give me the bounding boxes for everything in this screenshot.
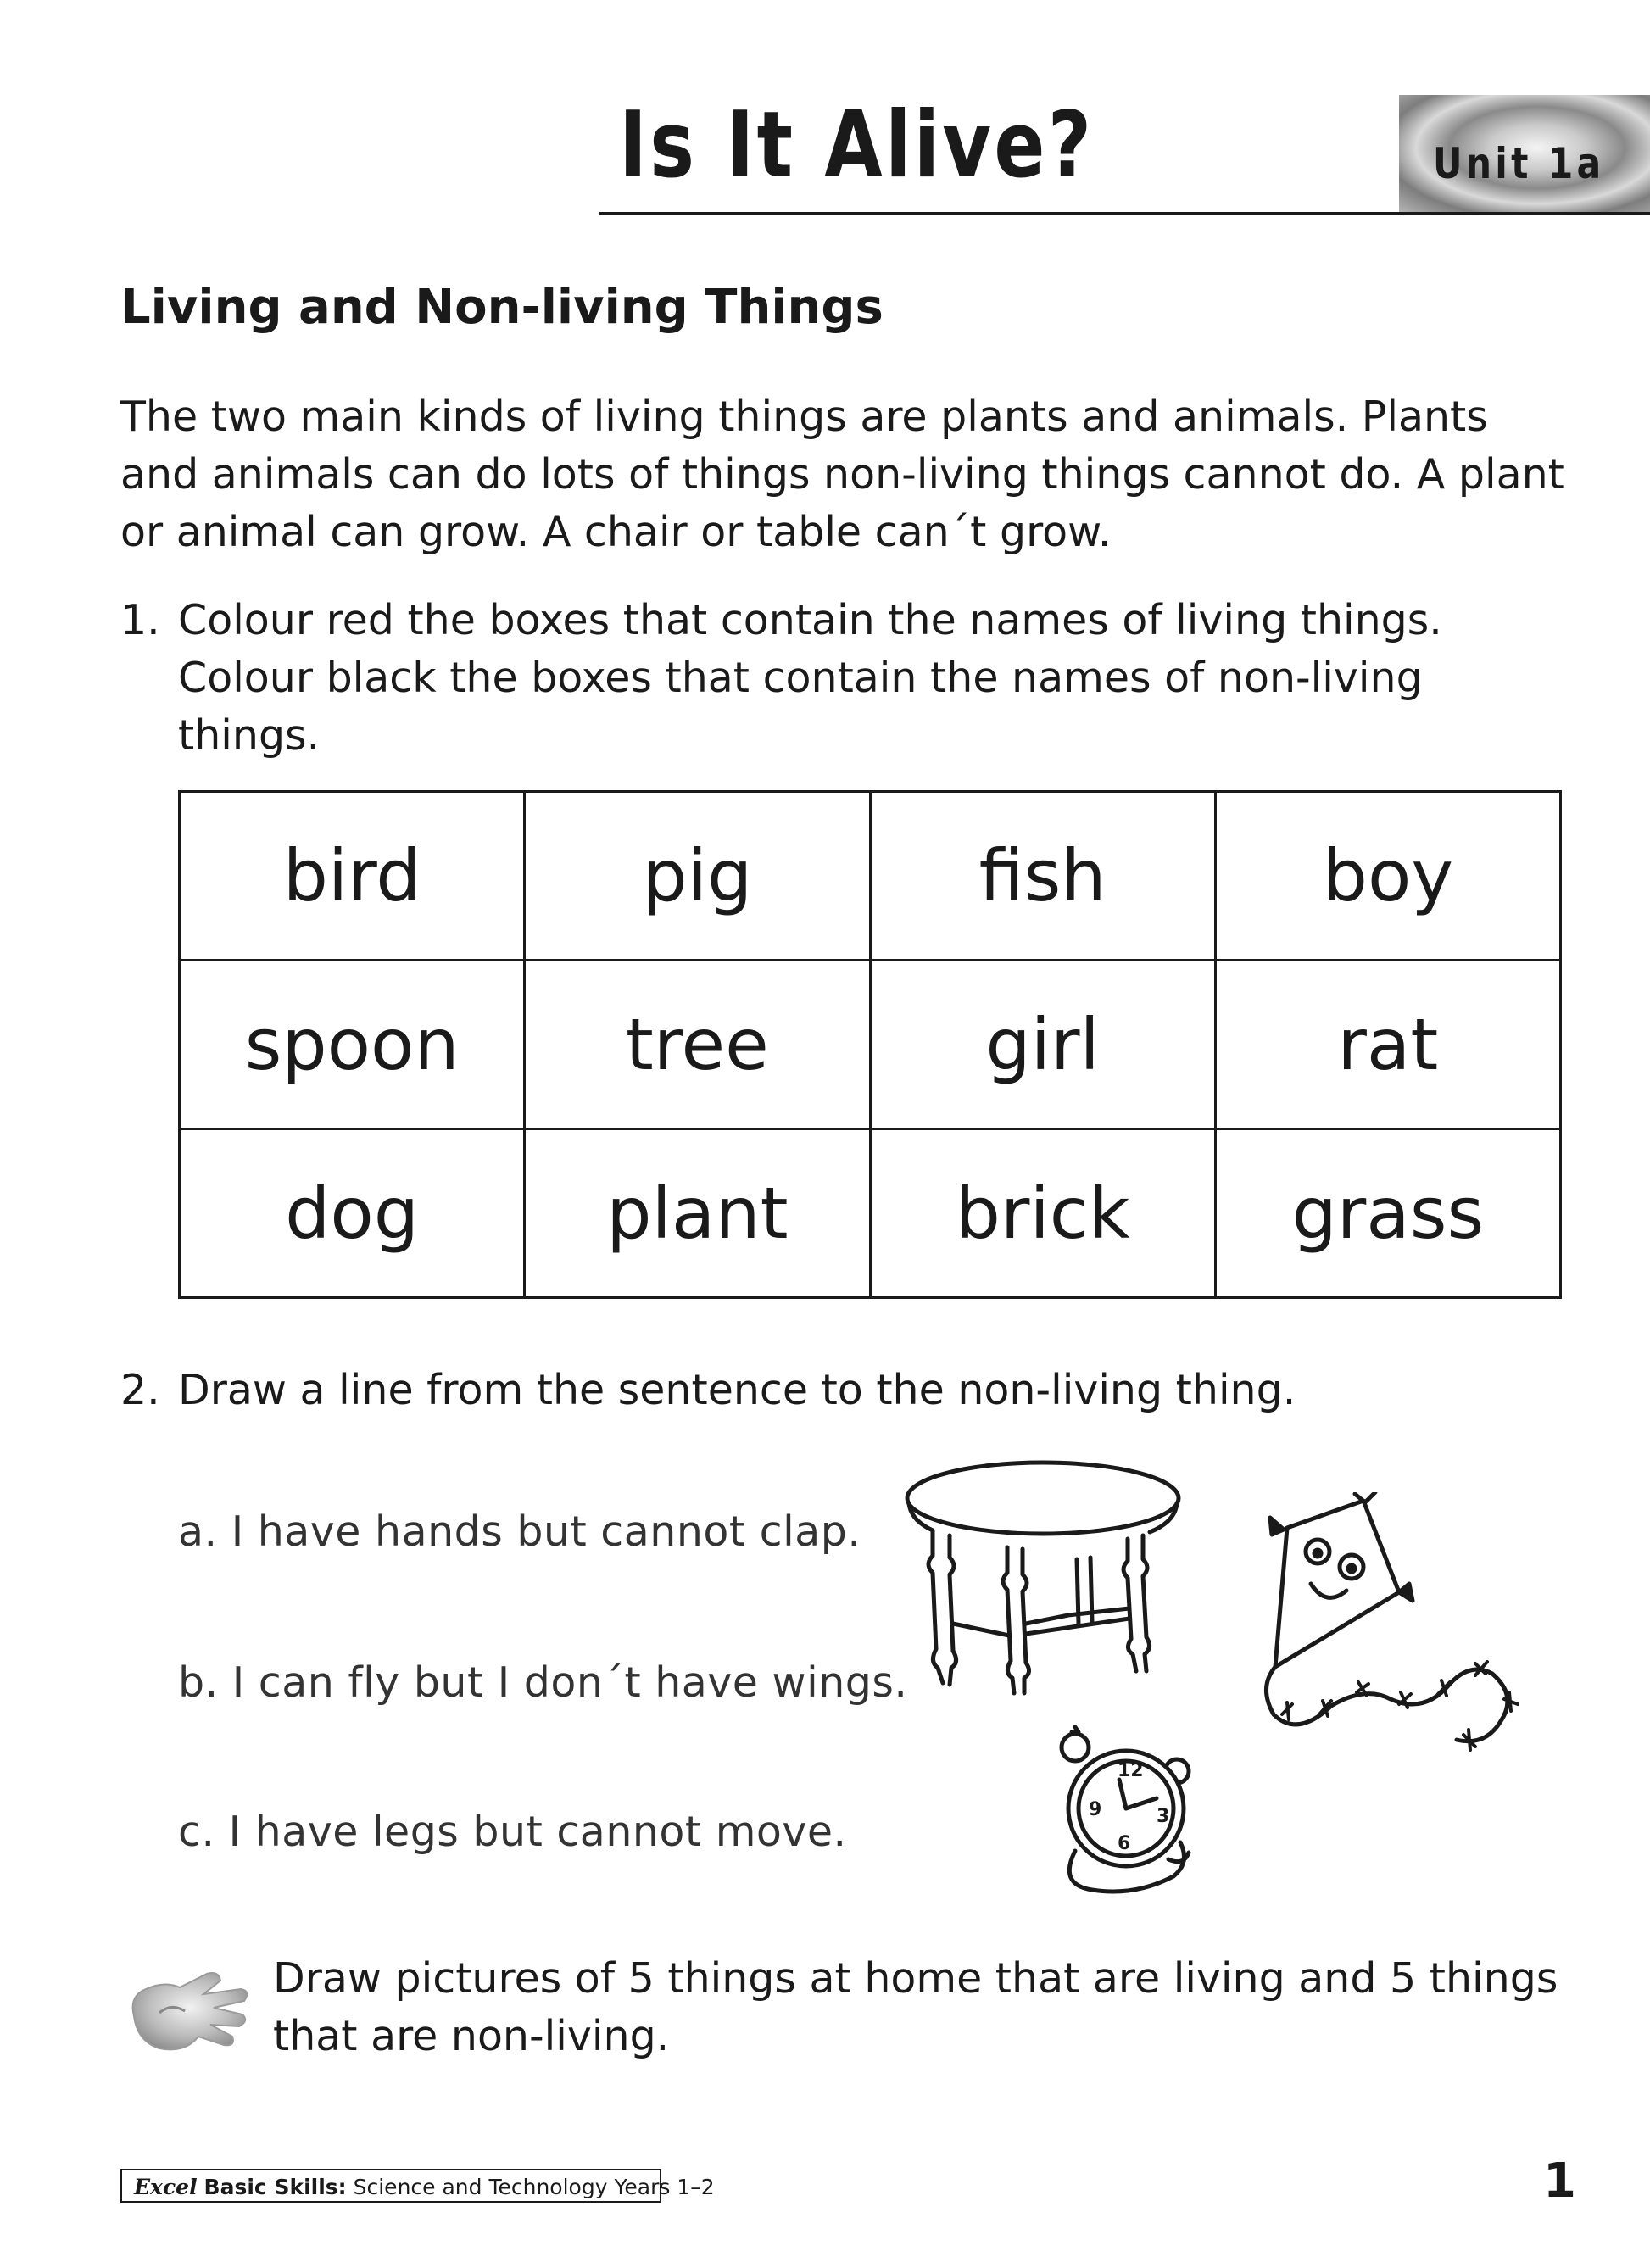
sentence-b-text: I can fly but I don´t have wings. [231,1658,908,1707]
unit-badge [1399,95,1650,212]
question-2-number: 2. [120,1366,160,1414]
grid-cell[interactable]: fish [870,792,1215,961]
sentence-a-label: a. [178,1507,218,1556]
grid-cell[interactable]: bird [180,792,525,961]
clock-number: 9 [1089,1799,1102,1820]
home-task-text: Draw pictures of 5 things at home that are living and 5 things that are non-living. [273,1954,1558,2060]
grid-cell[interactable]: plant [525,1129,870,1298]
clock-picture[interactable] [1041,1724,1202,1902]
question-2-text: Draw a line from the sentence to the non-living thing. [178,1366,1296,1414]
clock-number: 6 [1118,1833,1131,1854]
grid-cell[interactable]: tree [525,961,870,1129]
word-grid [178,790,1562,1299]
sentence-a[interactable] [178,1507,861,1556]
hand-icon [125,1965,253,2059]
sentence-a-text: I have hands but cannot clap. [231,1507,861,1556]
grid-row [180,792,1561,961]
sentence-c-text: I have legs but cannot move. [228,1808,847,1856]
clock-number: 3 [1157,1806,1170,1827]
question-1-line-3: things. [178,711,321,760]
kite-picture[interactable] [1263,1492,1543,1785]
sentence-b-label: b. [178,1658,219,1707]
grid-cell[interactable]: rat [1215,961,1560,1129]
clock-number: 12 [1118,1760,1144,1781]
sentence-c-label: c. [178,1808,215,1856]
grid-cell[interactable]: brick [870,1129,1215,1298]
table-picture[interactable] [899,1454,1187,1700]
footer-series: Basic Skills: [203,2175,347,2199]
grid-row [180,961,1561,1129]
sentence-b[interactable] [178,1658,908,1707]
section-heading: Living and Non-living Things [120,280,884,335]
sentence-c[interactable] [178,1808,847,1856]
intro-paragraph: The two main kinds of living things are plants and animals. Plants and animals can do lots of things non-living things cannot do. A plant or animal can grow. A chair or table can´t grow. [120,393,1564,556]
page-number: 1 [1543,2154,1576,2209]
footer-credit [120,2169,715,2203]
page-title: Is It Alive? [619,92,1095,198]
question-1-number: 1. [120,596,160,644]
footer-brand: Excel [134,2175,198,2199]
question-1-line-1: Colour red the boxes that contain the names of living things. [178,596,1442,644]
grid-cell[interactable]: boy [1215,792,1560,961]
grid-row [180,1129,1561,1298]
grid-cell[interactable]: dog [180,1129,525,1298]
grid-cell[interactable]: grass [1215,1129,1560,1298]
title-underline [599,212,1650,215]
grid-cell[interactable]: girl [870,961,1215,1129]
grid-cell[interactable]: pig [525,792,870,961]
question-1-line-2: Colour black the boxes that contain the names of non-living [178,654,1423,702]
footer-subject: Science and Technology Years 1–2 [353,2175,715,2199]
grid-cell[interactable]: spoon [180,961,525,1129]
unit-label: Unit 1a [1433,139,1605,188]
